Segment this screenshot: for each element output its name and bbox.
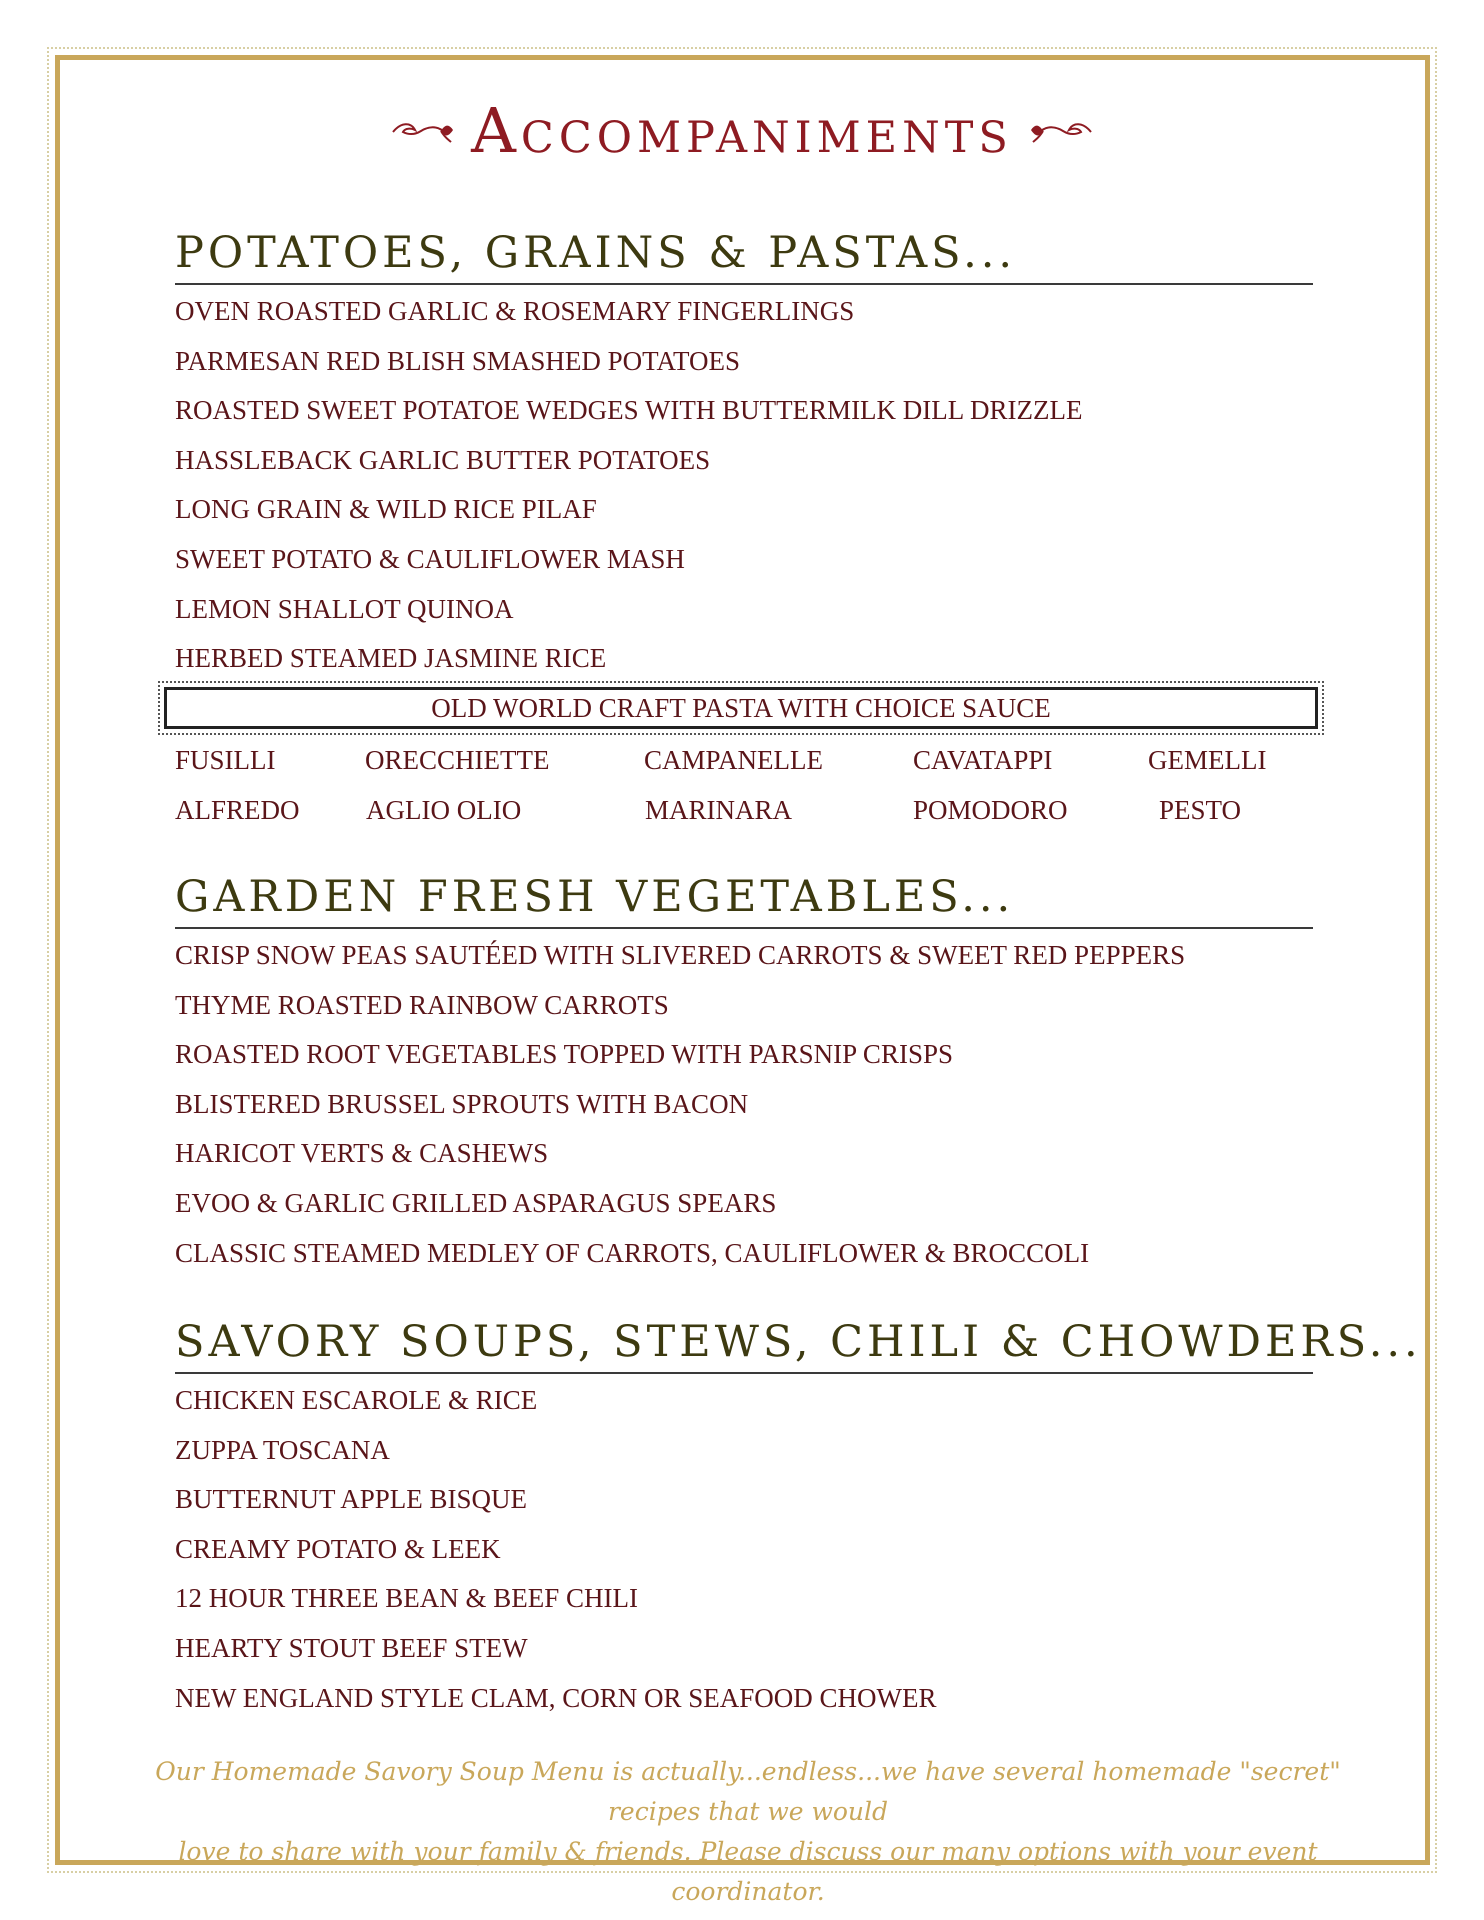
list-item: CLASSIC STEAMED MEDLEY OF CARROTS, CAULIFLOWER & BROCCOLI	[175, 1237, 1090, 1268]
pasta-sauce: POMODORO	[913, 795, 1068, 825]
list-item: NEW ENGLAND STYLE CLAM, CORN OR SEAFOOD CHOWER	[175, 1682, 937, 1713]
list-item: BUTTERNUT APPLE BISQUE	[175, 1484, 528, 1515]
list-item: 12 HOUR THREE BEAN & BEEF CHILI	[175, 1583, 638, 1614]
left-flourish-icon	[391, 116, 457, 146]
list-item: HEARTY STOUT BEEF STEW	[175, 1632, 528, 1663]
section-heading-soups: SAVORY SOUPS, STEWS, CHILI & CHOWDERS...	[175, 1321, 1313, 1374]
list-item: BLISTERED BRUSSEL SPROUTS WITH BACON	[175, 1088, 749, 1119]
soups-list	[175, 1376, 937, 1723]
vegetables-list	[175, 931, 1185, 1278]
right-flourish-icon	[1027, 116, 1093, 146]
pasta-box	[158, 681, 1324, 735]
list-item: CHICKEN ESCAROLE & RICE	[175, 1385, 538, 1415]
section-heading-vegetables: GARDEN FRESH VEGETABLES...	[175, 876, 1313, 929]
pasta-shape: GEMELLI	[1148, 745, 1267, 775]
list-item: LEMON SHALLOT QUINOA	[175, 593, 514, 624]
list-item: SWEET POTATO & CAULIFLOWER MASH	[175, 543, 685, 574]
footer-note	[118, 1752, 1378, 1912]
footer-line-1: Our Homemade Savory Soup Menu is actually...endless...we have several homemade "secret" recipes that we would	[155, 1757, 1341, 1826]
pasta-sauce: AGLIO OLIO	[366, 795, 522, 825]
pasta-shape: ORECCHIETTE	[365, 745, 550, 775]
pasta-sauces-row	[0, 790, 1484, 830]
pasta-shapes-row	[0, 740, 1484, 780]
list-item: EVOO & GARLIC GRILLED ASPARAGUS SPEARS	[175, 1187, 777, 1218]
pasta-shape: FUSILLI	[175, 745, 276, 775]
pasta-shape: CAMPANELLE	[644, 745, 824, 775]
section-heading-potatoes: POTATOES, GRAINS & PASTAS...	[175, 232, 1313, 285]
list-item: THYME ROASTED RAINBOW CARROTS	[175, 989, 669, 1020]
pasta-shape: CAVATAPPI	[913, 745, 1053, 775]
list-item: LONG GRAIN & WILD RICE PILAF	[175, 494, 597, 525]
footer-line-2: love to share with your family & friends. Please discuss our many options with your event coordinator.	[178, 1837, 1318, 1906]
list-item: ZUPPA TOSCANA	[175, 1434, 390, 1465]
title-row	[0, 94, 1484, 167]
list-item: ROASTED ROOT VEGETABLES TOPPED WITH PARSNIP CRISPS	[175, 1039, 953, 1070]
list-item: HASSLEBACK GARLIC BUTTER POTATOES	[175, 444, 711, 475]
list-item: HARICOT VERTS & CASHEWS	[175, 1138, 549, 1169]
list-item: ROASTED SWEET POTATOE WEDGES WITH BUTTERMILK DILL DRIZZLE	[175, 395, 1083, 426]
potatoes-list	[175, 287, 1083, 684]
pasta-sauce: MARINARA	[645, 795, 793, 825]
list-item: OVEN ROASTED GARLIC & ROSEMARY FINGERLINGS	[175, 296, 855, 326]
pasta-box-label: OLD WORLD CRAFT PASTA WITH CHOICE SAUCE	[164, 687, 1318, 729]
list-item: PARMESAN RED BLISH SMASHED POTATOES	[175, 345, 740, 376]
pasta-sauce: PESTO	[1159, 795, 1242, 825]
page-title: Accompaniments	[471, 94, 1013, 167]
list-item: HERBED STEAMED JASMINE RICE	[175, 643, 607, 674]
pasta-sauce: ALFREDO	[175, 795, 300, 825]
list-item: CREAMY POTATO & LEEK	[175, 1533, 501, 1564]
list-item: CRISP SNOW PEAS SAUTÉED WITH SLIVERED CARROTS & SWEET RED PEPPERS	[175, 940, 1186, 970]
